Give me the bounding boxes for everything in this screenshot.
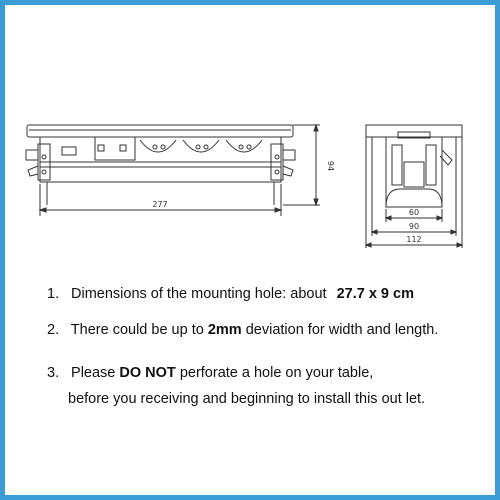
inner-width-label: 60 [408, 208, 420, 217]
socket-shapes [62, 137, 262, 160]
side-lid [366, 125, 462, 137]
note-3-number: 3. [47, 365, 60, 381]
note-2-text-before: There could be up to [70, 322, 208, 338]
length-label: 277 [152, 200, 168, 209]
note-3-text-before: Please [71, 365, 120, 381]
front-view [26, 125, 320, 216]
mid-width-label: 90 [408, 222, 420, 231]
height-label: 94 [326, 160, 335, 172]
note-3 [47, 363, 425, 409]
note-1 [47, 284, 414, 304]
note-1-bold: 27.7 x 9 cm [336, 286, 414, 302]
outer-width-label: 112 [406, 235, 422, 244]
note-2 [47, 320, 438, 340]
note-1-text: Dimensions of the mounting hole: about [71, 286, 331, 302]
note-2-text-after: deviation for width and length. [241, 322, 439, 338]
front-body [40, 137, 281, 182]
side-body [386, 137, 442, 207]
note-2-number: 2. [47, 322, 60, 338]
note-3-bold: DO NOT [119, 365, 176, 381]
front-lid [27, 125, 293, 137]
note-3-continuation: before you receiving and beginning to install this out let. [68, 391, 426, 407]
note-3-text-after: perforate a hole on your table, [175, 365, 374, 381]
note-1-number: 1. [47, 286, 60, 302]
note-2-bold: 2mm [207, 322, 242, 338]
